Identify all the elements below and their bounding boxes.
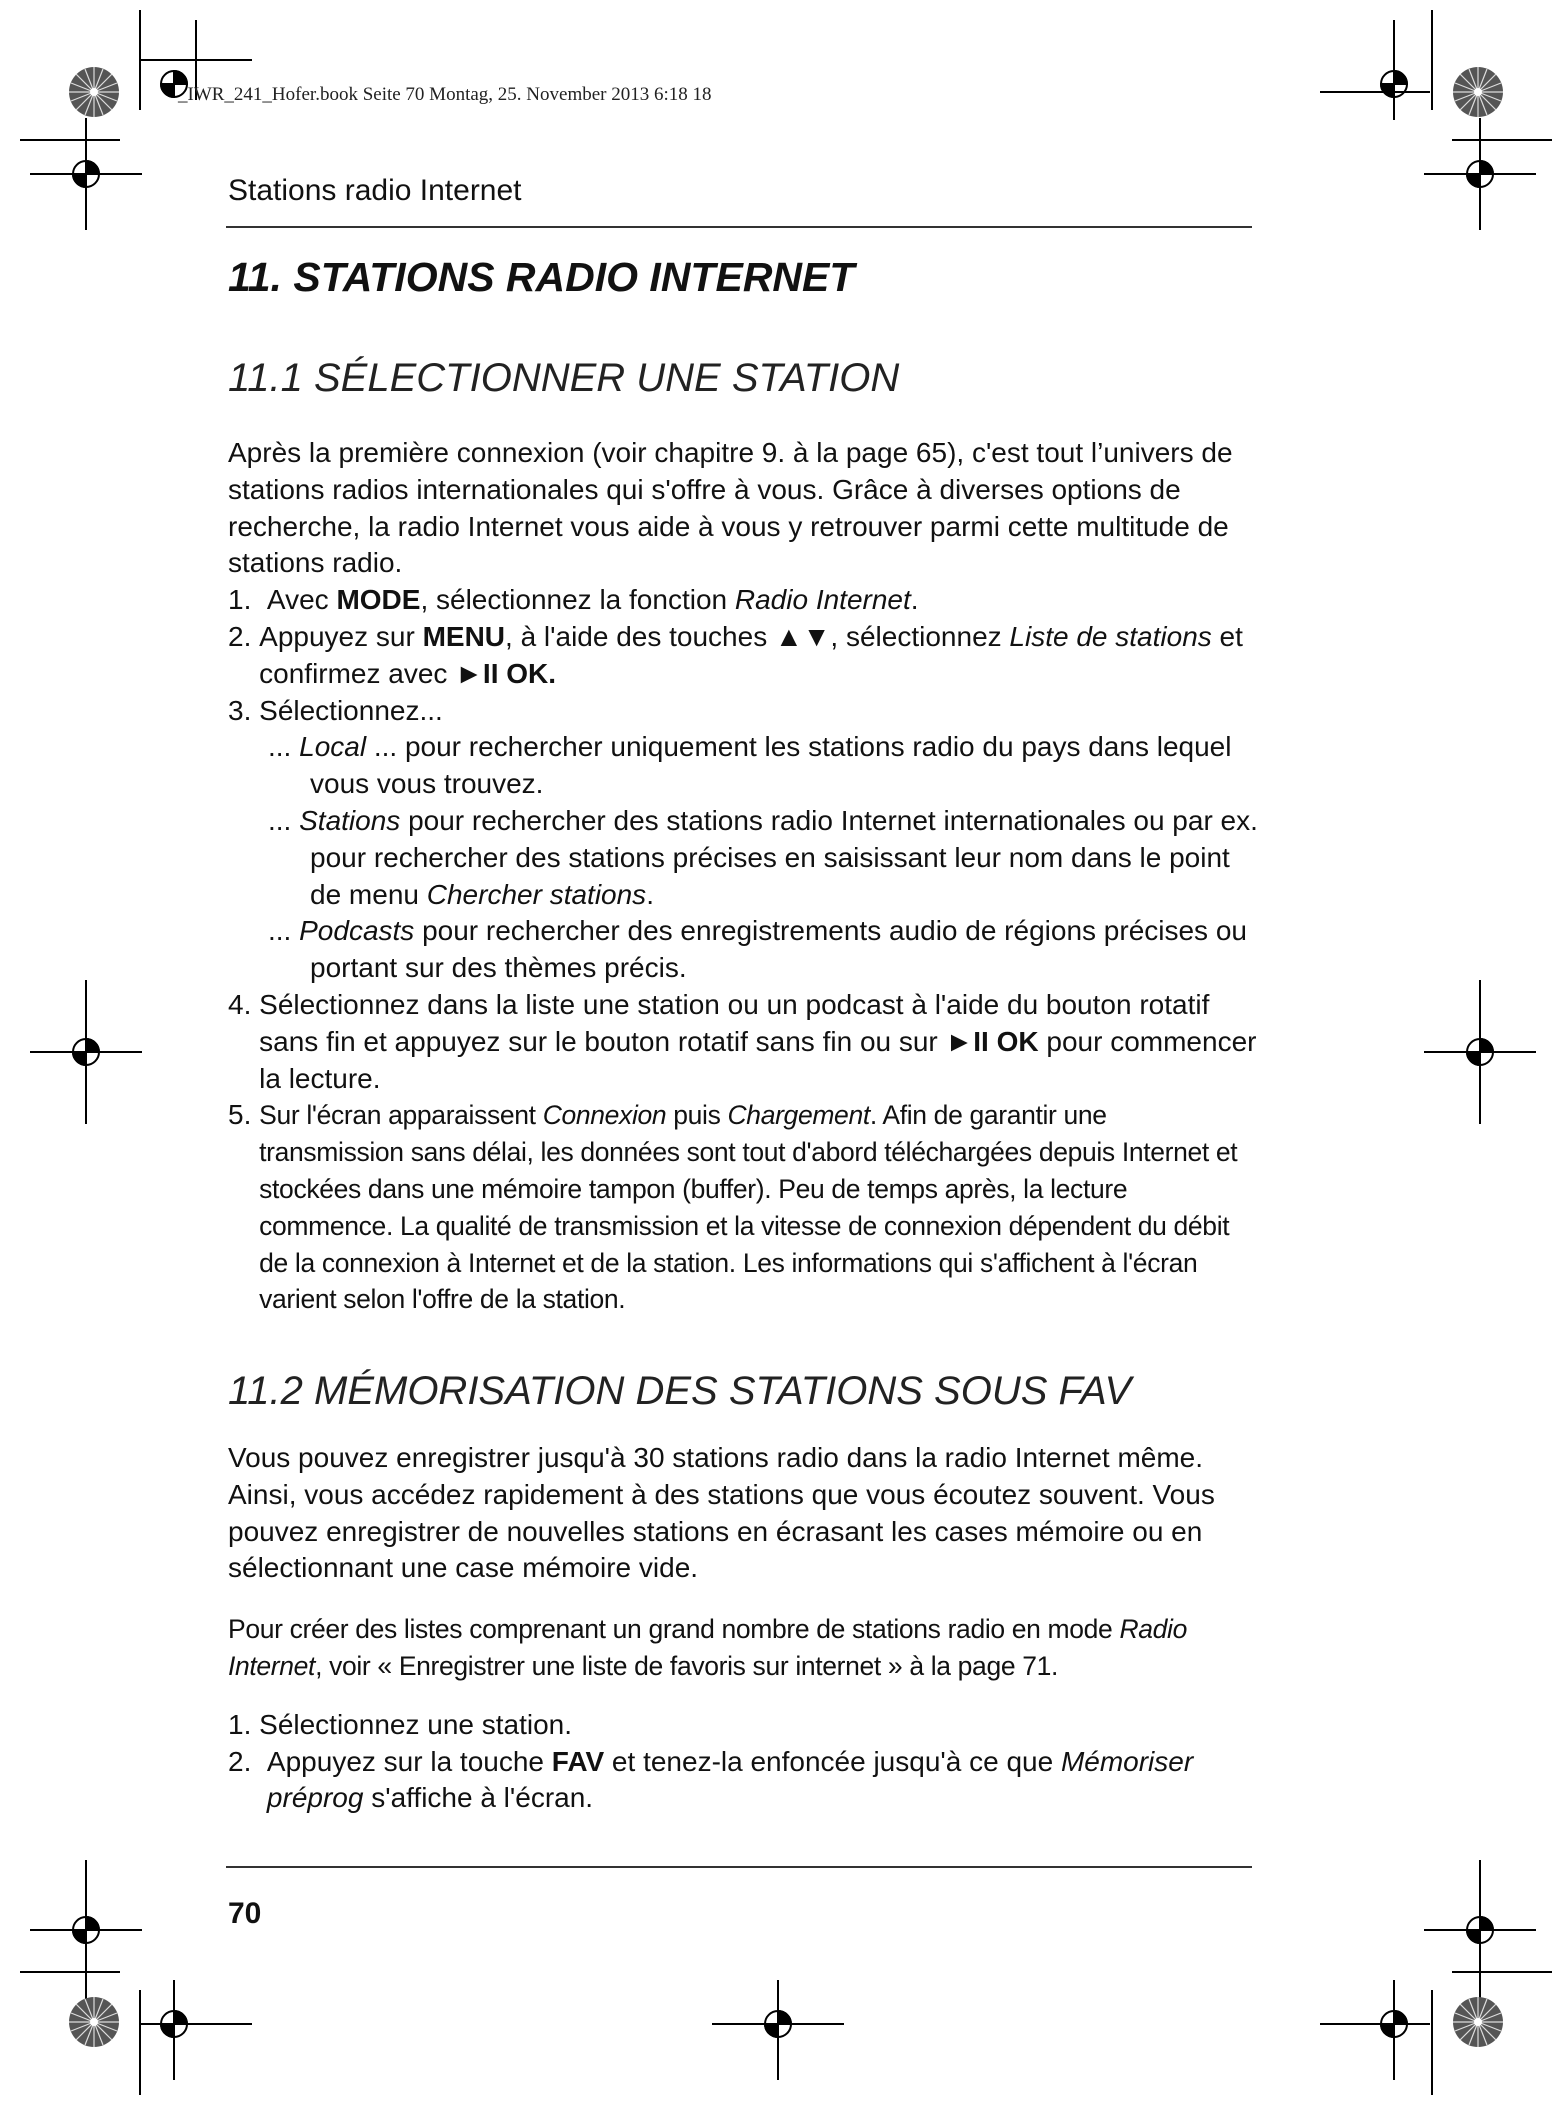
step-1: 1. Avec MODE, sélectionnez la fonction Radio Internet. <box>228 584 919 616</box>
step-2: 2. Appuyez sur MENU, à l'aide des touches ▲▼, sélectionnez Liste de stations et confirmez avec ►II OK. <box>228 620 1243 689</box>
section-11-2-body <box>228 1440 1258 1817</box>
running-head: Stations radio Internet <box>228 174 522 207</box>
favorites-list-note: Pour créer des listes comprenant un grand nombre de stations radio en mode Radio Internet, voir « Enregistrer une liste de favoris sur internet » à la page 71. <box>228 1614 1187 1681</box>
page-number: 70 <box>228 1897 262 1930</box>
intro-paragraph: Après la première connexion (voir chapitre 9. à la page 65), c'est tout l’univers de stations radios internationales qui s'offre à vous. Grâce à diverses options de recherche, la radio Internet vous aide à vous y retrouver parmi cette multitude de stations radio. <box>228 437 1233 579</box>
footer-rule <box>226 1866 1252 1868</box>
header-rule <box>226 226 1252 228</box>
fav-step-2: 2. Appuyez sur la touche FAV et tenez-la enfoncée jusqu'à ce que Mémoriser préprog s'affiche à l'écran. <box>228 1745 1194 1814</box>
step-3: 3. Sélectionnez... <box>228 694 443 726</box>
step-4: 4. Sélectionnez dans la liste une station ou un podcast à l'aide du bouton rotatif sans fin et appuyez sur le bouton rotatif sans fin ou sur ►II OK pour commencer la lecture. <box>228 988 1257 1094</box>
section-11-1-body <box>228 435 1258 1318</box>
option-podcasts: ... Podcasts pour rechercher des enregistrements audio de régions précises ou portant sur des thèmes précis. <box>268 915 1247 984</box>
section-title-11-1: 11.1 SÉLECTIONNER UNE STATION <box>228 356 900 400</box>
option-local: ... Local ... pour rechercher uniquement les stations radio du pays dans lequel vous vous trouvez. <box>268 731 1232 800</box>
play-pause-ok-key: ►II OK. <box>455 657 557 689</box>
chapter-title: 11. STATIONS RADIO INTERNET <box>228 254 855 300</box>
print-slug: _IWR_241_Hofer.book Seite 70 Montag, 25. November 2013 6:18 18 <box>178 84 712 105</box>
fav-step-1: 1. Sélectionnez une station. <box>228 1708 573 1740</box>
arrow-keys-icon: ▲▼ <box>774 620 831 652</box>
section-title-11-2: 11.2 MÉMORISATION DES STATIONS SOUS FAV <box>228 1369 1132 1413</box>
play-pause-ok-key: ►II OK <box>945 1025 1039 1057</box>
step-5: 5. Sur l'écran apparaissent Connexion puis Chargement. Afin de garantir une transmission sans délai, les données sont tout d'abord téléchargées depuis Internet et stockées dans une mémoire tampon (buffer). Peu de temps après, la lecture commence. La qualité de transmission et la vitesse de connexion dépendent du débit de la connexion à Internet et de la station. Les informations qui s'affichent à l'écran varient selon l'offre de la station. <box>228 1099 1238 1315</box>
option-stations: ... Stations pour rechercher des stations radio Internet internationales ou par ex. pour rechercher des stations précises en saisissant leur nom dans le point de menu Chercher stations. <box>268 804 1258 910</box>
favorites-paragraph: Vous pouvez enregistrer jusqu'à 30 stations radio dans la radio Internet même. Ainsi, vous accédez rapidement à des stations que vous écoutez souvent. Vous pouvez enregistrer de nouvelles stations en écrasant les cases mémoire ou en sélectionnant une case mémoire vide. <box>228 1442 1215 1584</box>
